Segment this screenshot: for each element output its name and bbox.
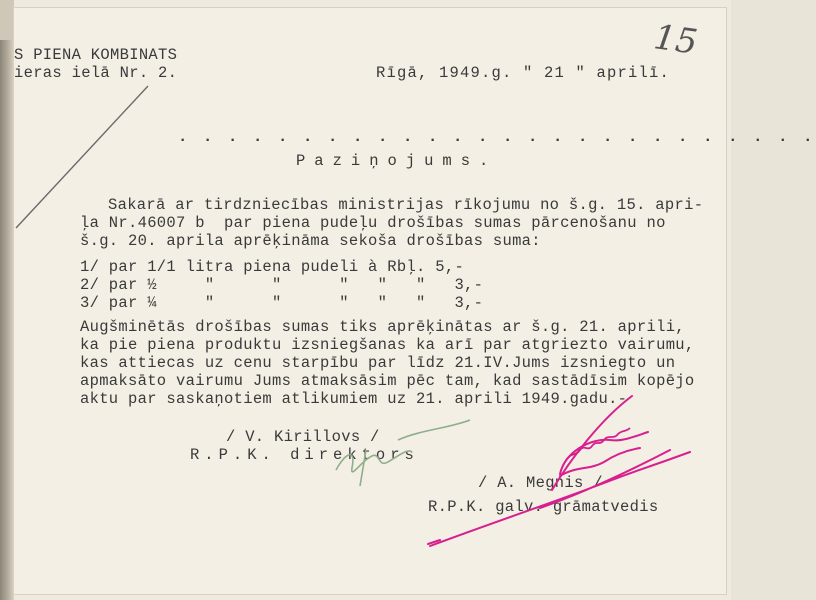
body-line: Augšminētās drošības sumas tiks aprēķinātas ar š.g. 21. aprili, xyxy=(80,318,685,336)
body-line: š.g. 20. aprila aprēķināma sekoša drošības suma: xyxy=(80,232,541,250)
body-line: ka pie piena produktu izsniegšanas ka arī par atgriezto vairumu, xyxy=(80,336,695,354)
accountant-name: / A. Megnis / xyxy=(478,474,603,492)
letterhead-line-1: S PIENA KOMBINATS xyxy=(14,46,178,64)
body-line: ļa Nr.46007 b par piena pudeļu drošības sumas pārcenošanu no xyxy=(80,214,666,232)
body-line: apmaksāto vairumu Jums atmaksāsim pēc tam, kad sastādīsim kopējo xyxy=(80,372,695,390)
body-line: Sakarā ar tirdzniecības ministrijas rīkojumu no š.g. 15. apri- xyxy=(108,196,704,214)
accountant-title: R.P.K. galv. grāmatvedis xyxy=(428,498,659,516)
director-name: / V. Kirillovs / xyxy=(226,428,380,446)
green-signature xyxy=(336,420,470,486)
page-number: 15 xyxy=(651,17,700,63)
notice-title: Paziņojums. xyxy=(296,152,498,170)
dotted-separator: . . . . . . . . . . . . . . . . . . . . . . . . . . xyxy=(178,128,816,146)
date-line: Rīgā, 1949.g. " 21 " aprilī. xyxy=(376,64,671,82)
pencil-stroke xyxy=(16,86,148,228)
letterhead-line-2: ieras ielā Nr. 2. xyxy=(14,64,178,82)
director-title: R.P.K. direktors xyxy=(190,446,419,464)
body-line: aktu par saskaņotiem atlikumiem uz 21. aprili 1949.gadu.- xyxy=(80,390,628,408)
price-item: 2/ par ½ " " " " " 3,- xyxy=(80,276,484,294)
price-item: 1/ par 1/1 litra piena pudeli à Rbļ. 5,- xyxy=(80,258,465,276)
price-item: 3/ par ¼ " " " " " 3,- xyxy=(80,294,484,312)
magenta-signature xyxy=(428,396,690,546)
body-line: kas attiecas uz cenu starpību par līdz 21.IV.Jums izsniegto un xyxy=(80,354,676,372)
